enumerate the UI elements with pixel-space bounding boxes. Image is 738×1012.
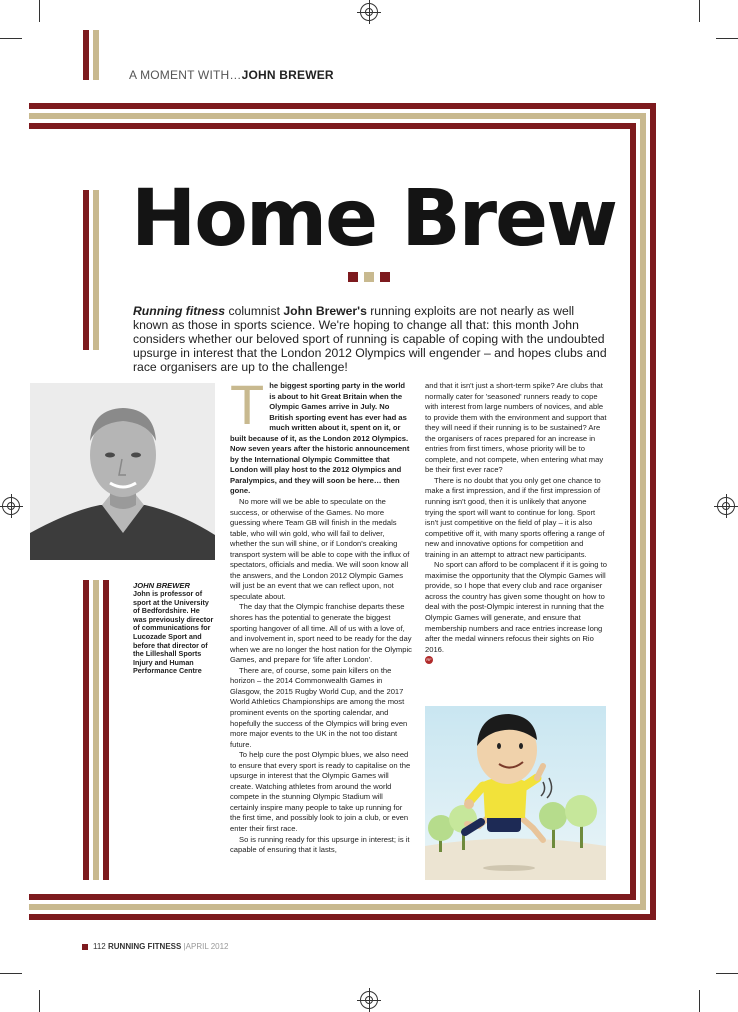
- crop-mark: [699, 0, 700, 22]
- article-paragraph: There are, of course, some pain killers on the horizon – the 2014 Commonwealth Games in Glasgow, the 2015 Rugby World Cup, and the 2017 World Athletics Championships are among the most prominent events on the sporting calendar, and hopefully the success of the Olympics will bring even more major events to the UK in the not too distant future.: [230, 665, 408, 749]
- decor-square: [364, 272, 374, 282]
- magazine-name: RUNNING FITNESS: [108, 942, 182, 951]
- crop-mark: [39, 0, 40, 22]
- frame-stripe: [29, 123, 636, 129]
- headline-bar: [93, 190, 99, 350]
- author-bio: [133, 581, 215, 676]
- page-number: 112: [93, 942, 106, 951]
- registration-mark: [2, 497, 20, 515]
- standfirst-text: running exploits are not nearly as well known as those in sports science. We're hoping to change all that: this month John considers whether our beloved sport of running is capable of coping with the undoubted upsurge in interest that the London 2012 Olympics will engender – and hopes clubs and race organisers are up to the challenge!: [133, 304, 607, 374]
- bio-bar: [93, 580, 99, 880]
- footer-divider: |: [183, 942, 186, 951]
- frame-stripe: [640, 113, 646, 910]
- author-portrait: [30, 383, 215, 560]
- frame-stripe: [29, 103, 656, 109]
- page-footer: [93, 942, 229, 951]
- crop-mark: [699, 990, 700, 1012]
- registration-mark: [360, 991, 378, 1009]
- registration-mark: [360, 3, 378, 21]
- end-mark: [425, 656, 433, 664]
- article-paragraph: To help cure the post Olympic blues, we also need to ensure that every sport is ready to capitalise on the upsurge in interest that the Olympic Games will create. Watching athletes from around the world compete in the stunning Olympic Stadium will certainly inspire many people to take up running for the first time, and possibly look to join a club, or even enter their first race.: [230, 750, 411, 833]
- runner-illustration: [425, 706, 606, 880]
- standfirst: [133, 304, 611, 374]
- article-paragraph: and that it isn't just a short-term spike? Are clubs that normally cater for 'seasoned' runners ready to cope with interest from large numbers of novices, and able to provide them with the environment and support that they will need if their running is to be sustained? Are the organisers of races prepared for an increase in entries from first timers, whose priority will be to complete, and not compete, when entering what may be their first ever race?: [425, 381, 607, 475]
- bio-bar: [103, 580, 109, 880]
- article-paragraph: No more will we be able to speculate on the success, or otherwise of the Games. No more guessing where Team GB will finish in the medals table, who will win gold, who will fail to deliver, whether the sun will shine, or if London's creaking transport system will be able to cope with the influx of spectators, officials and media. We will soon know all the answers, and the London 2012 Olympic Games will just be an event that we can reflect upon, not speculate about.: [230, 497, 410, 601]
- frame-stripe: [29, 914, 656, 920]
- crop-mark: [39, 990, 40, 1012]
- frame-stripe: [29, 113, 646, 119]
- article-paragraph: No sport can afford to be complacent if it is going to maximise the opportunity that the Olympic Games will provide, so I hope that every club and race organiser across the country has given some thought on how to deal with the post-Olympic interest in running that the Olympic Games will generate, and ensure that membership numbers and race entries increase long after the medal winners refocus their sights on Rio 2016.: [425, 560, 607, 654]
- frame-stripe: [650, 103, 656, 920]
- frame-stripe: [630, 123, 636, 900]
- crop-mark: [716, 38, 738, 39]
- crop-mark: [0, 973, 22, 974]
- kicker-bar: [83, 30, 89, 80]
- bio-text: John is professor of sport at the University of Bedfordshire. He was previously director of communications for Lucozade Sport and before that director of the Lilleshall Sports Injury and Human Performance Centre: [133, 589, 214, 676]
- section-kicker: [129, 68, 334, 82]
- registration-mark: [717, 497, 735, 515]
- bio-bar: [83, 580, 89, 880]
- publication-name: Running fitness: [133, 304, 226, 318]
- standfirst-text: columnist: [225, 304, 284, 318]
- drop-cap: T: [230, 373, 265, 436]
- kicker-bar: [93, 30, 99, 80]
- article-paragraph: The day that the Olympic franchise departs these shores has the potential to generate the biggest sporting hangover of all time. All of us with a love of, and involvement in, sport need to be ready for the day when we are no longer the host nation for the Olympic Games, and prepare for 'life after London'.: [230, 602, 412, 665]
- kicker-name: JOHN BREWER: [241, 68, 334, 82]
- crop-mark: [716, 973, 738, 974]
- author-name: John Brewer's: [283, 304, 367, 318]
- crop-mark: [0, 38, 22, 39]
- article-paragraph: There is no doubt that you only get one chance to make a first impression, and if the first impression of running isn't good, then it is unlikely that anyone trying the sport will want to continue for long. Sport isn't just competitive on the field of play – it is also competitive off it, with many sports offering a range of new and innovative options for competition and training in an attempt to attract new participants.: [425, 475, 605, 559]
- headline-bar: [83, 190, 89, 350]
- decor-square: [348, 272, 358, 282]
- article-paragraph: he biggest sporting party in the world is about to hit Great Britain when the Olympic Games arrive in July. No British sporting event has ever had as much written about it, spent on it, or built because of it, as the London 2012 Olympics. Now seven years after the historic announcement by the International Olympic Committee that London will play host to the 2012 Olympics and Paralympics, and they will soon be here… then gone.: [230, 381, 410, 496]
- footer-square: [82, 944, 88, 950]
- decor-square: [380, 272, 390, 282]
- frame-stripe: [29, 894, 636, 900]
- issue-date: APRIL 2012: [185, 942, 229, 951]
- frame-stripe: [29, 904, 646, 910]
- article-column-1: [230, 373, 412, 856]
- bio-name: JOHN BREWER: [133, 581, 190, 590]
- article-paragraph: So is running ready for this upsurge in interest; is it capable of ensuring that it lasts,: [230, 834, 410, 855]
- end-mark-label: RF: [426, 657, 432, 663]
- kicker-prefix: A MOMENT WITH…: [129, 68, 242, 82]
- headline: Home Brew: [131, 174, 617, 264]
- article-column-2: [425, 381, 607, 666]
